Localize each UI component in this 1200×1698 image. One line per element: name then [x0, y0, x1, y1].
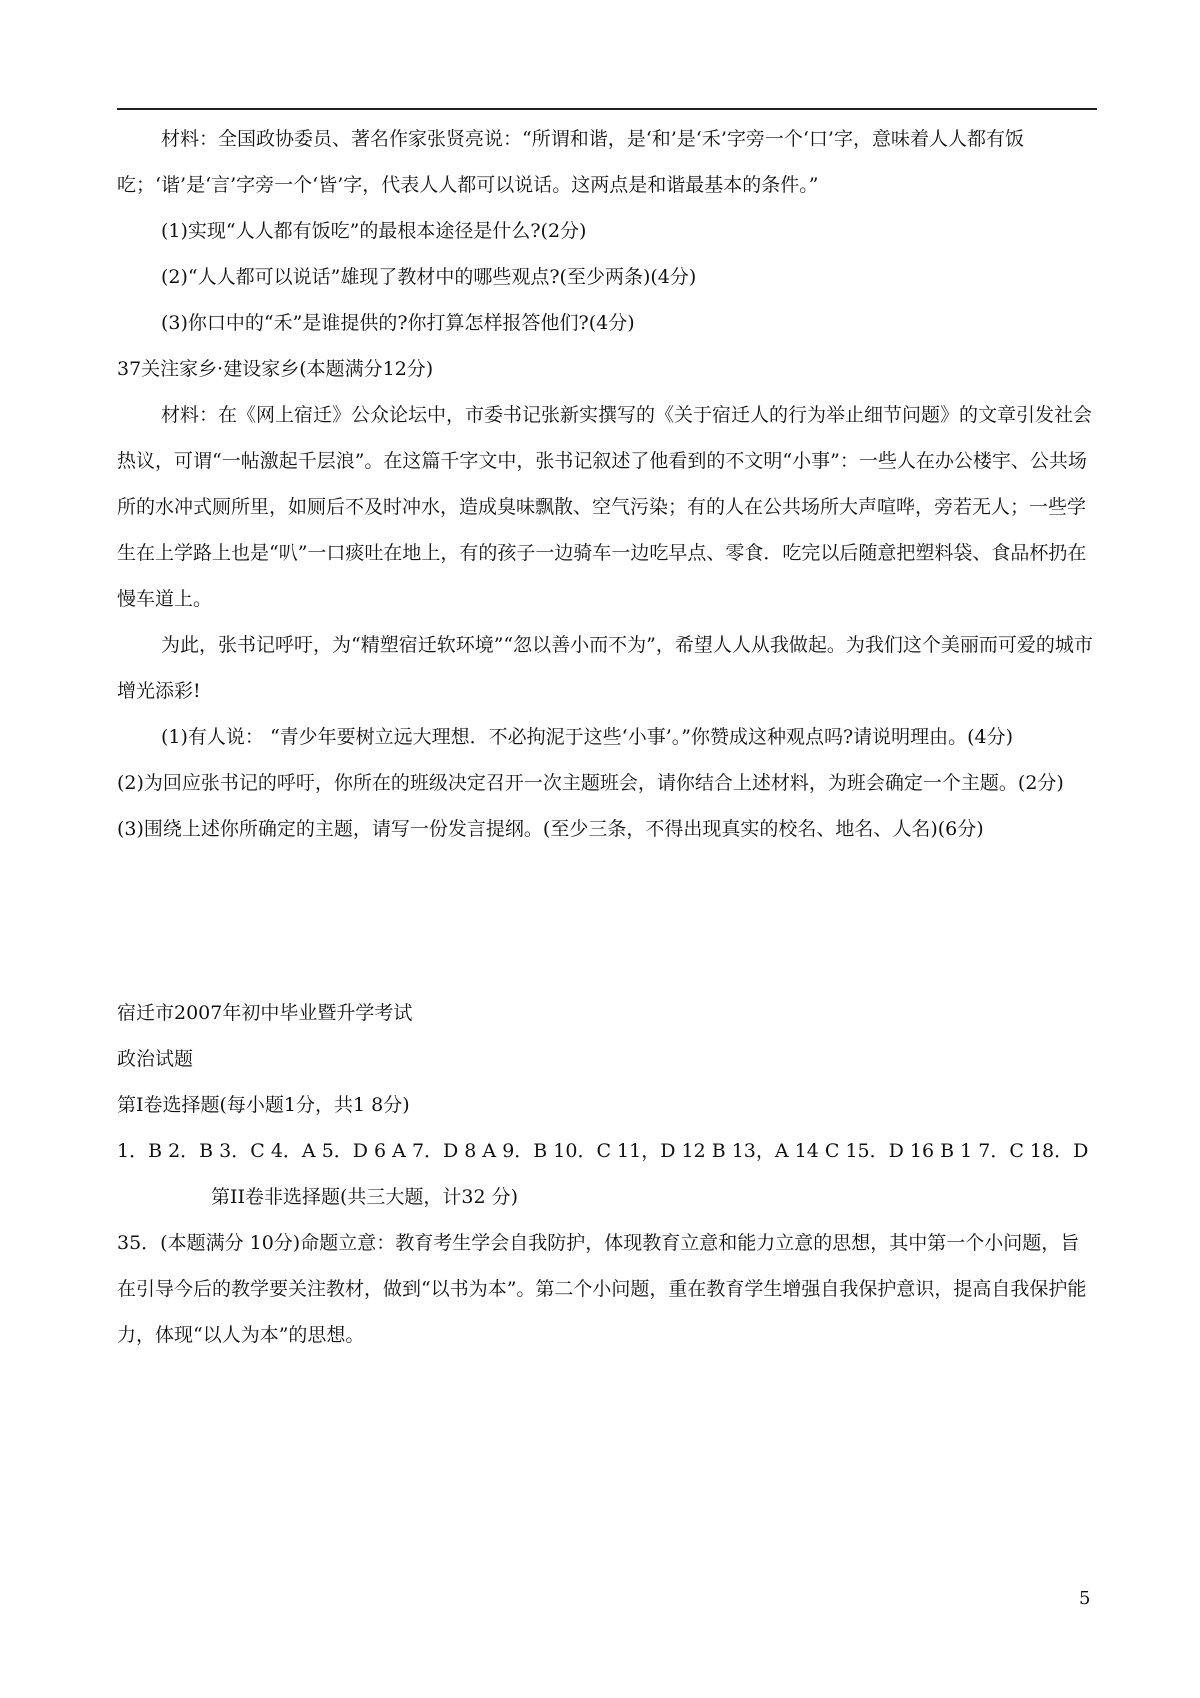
header-rule — [117, 108, 1097, 110]
question-37-2: (2)为回应张书记的呼吁，你所在的班级决定召开一次主题班会，请你结合上述材料，为班会确定一个主题。(2分) — [117, 772, 1064, 794]
page-number: 5 — [1079, 1588, 1091, 1609]
multiple-choice-answers: 1．B 2．B 3．C 4．A 5．D 6 A 7．D 8 A 9．B 10．C 11，D 12 B 13，A 14 C 15．D 16 B 1 7．C 18．D — [117, 1140, 1089, 1162]
blank-space — [117, 852, 1097, 990]
answer-subject: 政治试题 — [117, 1048, 194, 1070]
material-paragraph-harmony: 材料：全国政协委员、著名作家张贤亮说：“所谓和谐，是‘和’是‘禾’字旁一个‘口’字，意味着人人都有饭吃；‘谐’是‘言’字旁一个‘皆’字，代表人人都可以说话。这两点是和谐最基本的条件。” — [117, 128, 1024, 196]
question-36-3: (3)你口中的“禾”是谁提供的?你打算怎样报答他们?(4分) — [161, 312, 635, 334]
question-36-1: (1)实现“人人都有饭吃”的最根本途径是什么?(2分) — [161, 220, 587, 242]
part-1-heading: 第Ⅰ卷选择题(每小题1分，共1 8分) — [117, 1094, 410, 1116]
material-paragraph-suqian: 材料：在《网上宿迁》公众论坛中，市委书记张新实撰写的《关于宿迁人的行为举止细节问题》的文章引发社会热议，可谓“一帖激起千层浪”。在这篇千字文中，张书记叙述了他看到的不文明“小事”：一些人在办公楼宇、公共场所的水冲式厕所里，如厕后不及时冲水，造成臭味飘散、空气污染；有的人在公共场所大声喧哗，旁若无人；一些学生在上学路上也是“叭”一口痰吐在地上，有的孩子一边骑车一边吃早点、零食．吃完以后随意把塑料袋、食品杯扔在慢车道上。 — [117, 404, 1093, 610]
material-paragraph-appeal: 为此，张书记呼吁，为“精塑宿迁软环境”“忽以善小而不为”，希望人人从我做起。为我们这个美丽而可爱的城市增光添彩! — [117, 634, 1093, 702]
answer-title: 宿迁市2007年初中毕业暨升学考试 — [117, 1002, 413, 1024]
question-37-heading: 37关注家乡·建设家乡(本题满分12分) — [117, 358, 434, 380]
document-body — [117, 116, 1097, 1358]
question-37-1: (1)有人说： “青少年要树立远大理想．不必拘泥于这些‘小事’。”你赞成这种观点吗?请说明理由。(4分) — [161, 726, 1014, 748]
part-2-heading: 第II卷非选择题(共三大题，计32 分) — [211, 1186, 519, 1208]
question-36-2: (2)“人人都可以说话”雄现了教材中的哪些观点?(至少两条)(4分) — [161, 266, 697, 288]
answer-35-intent: 35．(本题满分 10分)命题立意：教育考生学会自我防护，体现教育立意和能力立意的思想，其中第一个小问题，旨在引导今后的教学要关注教材，做到“以书为本”。第二个小问题，重在教育学生增强自我保护意识，提高自我保护能力，体现“以人为本”的思想。 — [117, 1232, 1087, 1346]
question-37-3: (3)围绕上述你所确定的主题，请写一份发言提纲。(至少三条，不得出现真实的校名、地名、人名)(6分) — [117, 818, 984, 840]
